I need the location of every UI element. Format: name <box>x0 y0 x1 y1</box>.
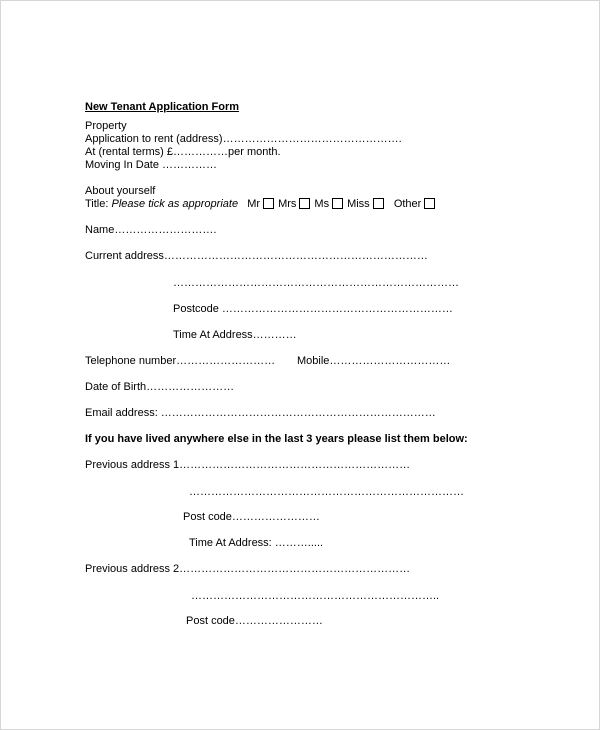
previous-addresses-instruction: If you have lived anywhere else in the last 3 years please list them below: <box>85 433 468 445</box>
option-mrs-checkbox[interactable] <box>299 198 310 209</box>
previous-address-2-line2-field: ………………………………………………………….. <box>191 590 440 602</box>
name-field: Name………………………. <box>85 224 217 236</box>
postcode-field: Postcode ……………………………………………………… <box>173 303 453 315</box>
previous-address-2-field: Previous address 2……………………………………………………… <box>85 563 411 575</box>
application-to-rent-field: Application to rent (address)…………………………………………. <box>85 133 402 145</box>
current-address-line2-field: …………………………………………………………………… <box>173 277 459 289</box>
telephone-number-field: Telephone number……………………… <box>85 355 276 367</box>
current-address-field: Current address……………………………………………………………… <box>85 250 428 262</box>
email-address-field: Email address: ………………………………………………………………… <box>85 407 436 419</box>
form-title: New Tenant Application Form <box>85 101 240 113</box>
previous-time-at-address-1-field: Time At Address: ………..... <box>189 537 324 549</box>
option-mr-checkbox[interactable] <box>263 198 274 209</box>
previous-address-1-line2-field: ………………………………………………………………… <box>189 486 464 498</box>
option-mrs-label: Mrs <box>278 198 297 210</box>
date-of-birth-field: Date of Birth…………………… <box>85 381 235 393</box>
option-miss-checkbox[interactable] <box>373 198 384 209</box>
previous-address-1-field: Previous address 1……………………………………………………… <box>85 459 411 471</box>
option-ms-label: Ms <box>314 198 330 210</box>
option-other-checkbox[interactable] <box>424 198 435 209</box>
title-label: Title: <box>85 198 109 210</box>
about-yourself-heading: About yourself <box>85 185 156 197</box>
option-other-label: Other <box>393 198 422 210</box>
option-miss-label: Miss <box>347 198 370 210</box>
moving-in-date-field: Moving In Date …………… <box>85 159 218 171</box>
mobile-field: Mobile…………………………… <box>297 355 451 367</box>
option-mr-label: Mr <box>247 198 261 210</box>
previous-postcode-2-field: Post code…………………… <box>186 615 323 627</box>
time-at-address-field: Time At Address………… <box>173 329 297 341</box>
rental-terms-field: At (rental terms) £……………per month. <box>85 146 281 158</box>
title-hint: Please tick as appropriate <box>111 198 239 210</box>
previous-postcode-1-field: Post code…………………… <box>183 511 320 523</box>
title-row <box>85 198 439 211</box>
property-heading: Property <box>85 120 127 132</box>
option-ms-checkbox[interactable] <box>332 198 343 209</box>
